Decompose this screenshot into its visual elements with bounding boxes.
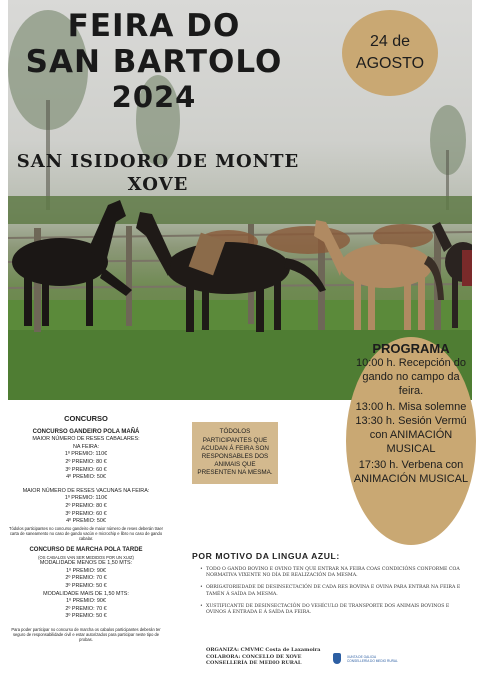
- cabalares-label: MAIOR NÚMERO DE RESES CABALARES:: [32, 436, 140, 443]
- marcha-title: CONCURSO DE MARCHA POLA TARDE: [29, 547, 143, 554]
- program-circle: [346, 337, 476, 545]
- organiza-line: ORGANIZA: CMVMC Costa de Laxamoira: [206, 647, 321, 653]
- marcha-subtitle: (OS CABALOS VAN SER MEDIDOS POR UN XUIZ): [38, 554, 134, 560]
- program-heading: PROGRAMA: [372, 341, 450, 356]
- prize-line: 1º PREMIO: 90€: [66, 598, 106, 605]
- organizers: [206, 647, 321, 667]
- concurso-section: [6, 415, 166, 642]
- prize-line: 2º PREMIO: 70 €: [65, 575, 107, 582]
- vacunas-label: MAIOR NÚMERO DE RESES VACUNAS NA FEIRA:: [22, 487, 150, 494]
- program-item: 17:30 h. Verbena con ANIMACIÓN MUSICAL: [353, 459, 469, 485]
- na-feira-label: NA FEIRA:: [72, 443, 100, 450]
- lingua-azul-list: [200, 567, 470, 622]
- date-month: AGOSTO: [355, 55, 425, 72]
- prize-line: 1º PREMIO: 90€: [66, 567, 106, 574]
- prize-line: 4º PREMIO: 50€: [66, 474, 106, 481]
- colabora-line: COLABORA: CONCELLO DE XOVE: [206, 653, 302, 660]
- prize-line: 2º PREMIO: 70 €: [65, 605, 107, 612]
- prize-line: 1º PREMIO: 110€: [64, 495, 108, 502]
- prize-line: 3º PREMIO: 50 €: [65, 582, 107, 589]
- concurso-heading: CONCURSO: [64, 414, 108, 423]
- xunta-logo: [347, 655, 398, 663]
- title-line-2: SAN BARTOLO: [25, 44, 283, 80]
- program-item: 13:00 h. Misa solemne: [355, 401, 467, 413]
- lingua-azul-heading: POR MOTIVO DA LINGUA AZUL:: [192, 551, 340, 561]
- xunta-logo-line: XUNTA DE GALICIA: [347, 654, 377, 659]
- prize-line: 3º PREMIO: 50 €: [65, 613, 107, 620]
- gandeiro-note: Tódolos participantes no concurso gandeiro de maior número de reses deberán traer carta de saneamento no caso de gando vacún e microchip e libro no caso de gando cabalar.: [8, 525, 164, 542]
- program-item: 13:30 h. Sesión Vermú con ANIMACIÓN MUSICAL: [355, 415, 467, 455]
- list-item: • OBRIGATORIEDADE DE DESINSECTACIÓN DE CADA RES BOVINA E OVINA PARA ENTRAR NA FEIRA E TAMÉN Á SAÍDA DA MESMA.: [200, 585, 470, 597]
- prize-line: 2º PREMIO: 80 €: [65, 458, 107, 465]
- prize-line: 2º PREMIO: 80 €: [65, 502, 107, 509]
- gandeiro-title: CONCURSO GANDEIRO POLA MAÑÁ: [32, 428, 140, 435]
- concello-crest-icon: [333, 653, 341, 664]
- title-year: 2024: [111, 80, 197, 114]
- mais-label: MODALIDADE MAIS DE 1,50 MTS:: [43, 590, 129, 597]
- sponsor-logos: [333, 653, 398, 664]
- marcha-note: Para poder participar no concurso de marcha os cabalos participantes deberán ter seguro de responsabilidade civil e estar autorizados para participar neste tipo de probas.: [11, 626, 161, 643]
- list-item: • XUSTIFICANTE DE DESINSECTACIÓN DO VEHÍCULO DE TRANSPORTE DOS ANIMAIS BOVINOS E OVINOS Á ENTRADA E Á SAÍDA DA FEIRA.: [200, 604, 470, 616]
- conselleria-line: CONSELLERÍA DE MEDIO RURAL: [206, 660, 302, 667]
- program-item: 10:00 h. Recepción do gando no campo da feira.: [355, 357, 467, 397]
- date-day: 24 de: [369, 33, 411, 50]
- title-line-1: FEIRA DO: [67, 8, 241, 44]
- list-item: • TODO O GANDO BOVINO E OVINO TEN QUE ENTRAR NA FEIRA COAS CONDICIÓNS CONFORME COA NORMATIVA VIXENTE NO DÍA DE REALIZACIÓN DA MESMA.: [200, 567, 470, 579]
- location-line-2: XOVE: [127, 174, 189, 195]
- participants-notice: TÓDOLOS PARTICIPANTES QUE ACUDAN Á FEIRA SON RESPONSABLES DOS ANIMAIS QUE PRESENTEN NA MESMA.: [192, 422, 278, 484]
- location-line-1: SAN ISIDORO DE MONTE: [16, 151, 300, 172]
- xunta-logo-line: CONSELLERÍA DO MEDIO RURAL: [347, 658, 398, 663]
- prize-line: 3º PREMIO: 60 €: [65, 466, 107, 473]
- menos-label: MODALIDADE MENOS DE 1,50 MTS:: [39, 560, 133, 567]
- prize-line: 1º PREMIO: 110€: [64, 451, 108, 458]
- prize-line: 4º PREMIO: 50€: [66, 518, 106, 525]
- prize-line: 3º PREMIO: 60 €: [65, 510, 107, 517]
- date-badge: [342, 10, 438, 96]
